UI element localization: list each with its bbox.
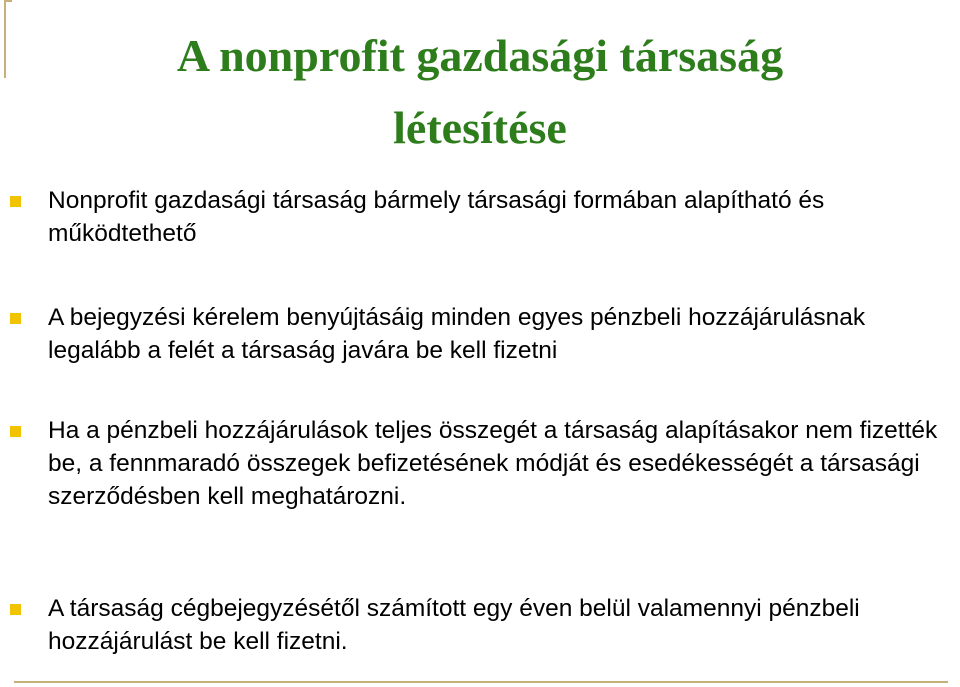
square-bullet-icon: [10, 604, 21, 615]
bullet-text: A bejegyzési kérelem benyújtásáig minden egyes pénzbeli hozzájárulásnak legalább a felét a társaság javára be kell fizetni: [48, 304, 866, 364]
slide-title-line-2: létesítése: [393, 102, 567, 153]
bullet-text: Nonprofit gazdasági társaság bármely társasági formában alapítható és működtethető: [48, 187, 825, 247]
bullet-text: Ha a pénzbeli hozzájárulások teljes összegét a társaság alapításakor nem fizették be, a fennmaradó összegek befizetésének módját és esedékességét a társasági szerződésben kell meghatározni.: [48, 417, 938, 510]
square-bullet-icon: [10, 196, 21, 207]
square-bullet-icon: [10, 426, 21, 437]
square-bullet-icon: [10, 313, 21, 324]
bullet-item: [48, 184, 953, 250]
bullet-text: A társaság cégbejegyzésétől számított egy éven belül valamennyi pénzbeli hozzájárulást be kell fizetni.: [48, 595, 860, 655]
slide-title-line-1: A nonprofit gazdasági társaság: [176, 30, 784, 81]
bottom-divider: [14, 681, 948, 683]
bullet-item: [48, 301, 953, 367]
bullet-item: [48, 592, 953, 658]
bullet-item: [48, 414, 953, 513]
